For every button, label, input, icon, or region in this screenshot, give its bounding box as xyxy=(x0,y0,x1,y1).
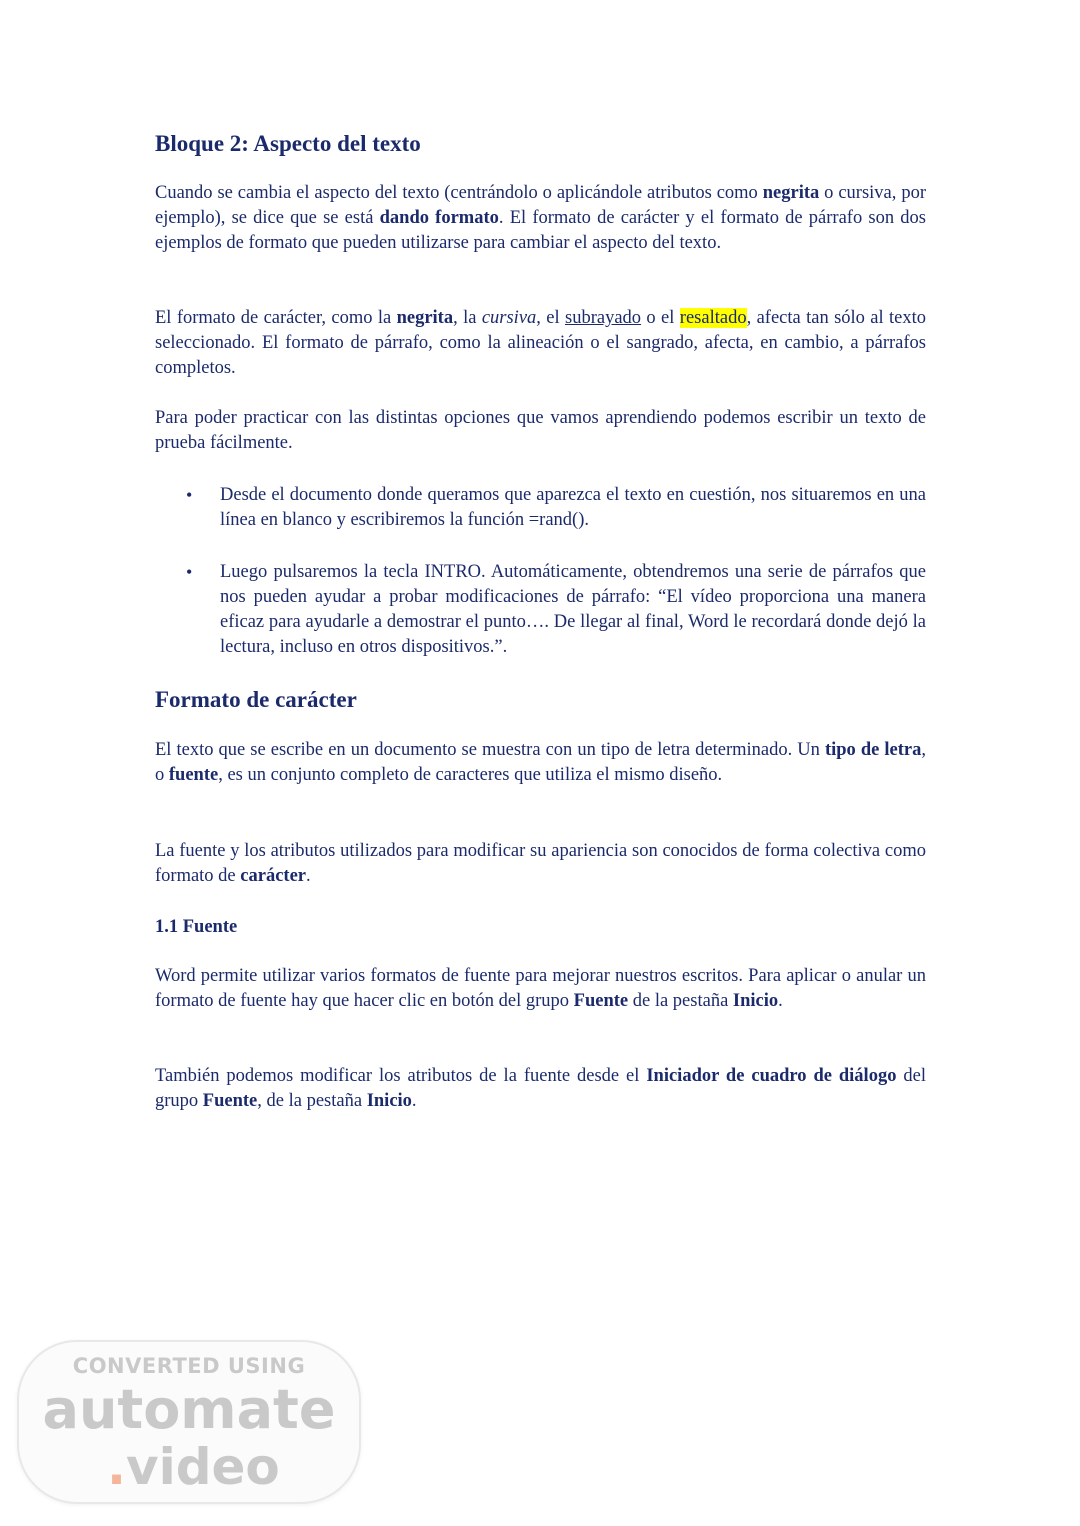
text-run: Word permite utilizar varios formatos de fuente para mejorar nuestros escritos. Para aplicar o anular un formato de fuente hay que hacer clic en botón del grupo xyxy=(155,966,926,1011)
bold-run: Inicio xyxy=(732,991,779,1011)
bold-run: Fuente xyxy=(202,1091,258,1111)
list-item-text: Desde el documento donde queramos que aparezca el texto en cuestión, nos situaremos en una línea en blanco y escribiremos la función =rand(). xyxy=(220,485,926,530)
paragraph-tipo-de-letra xyxy=(155,738,926,788)
text-run: del grupo xyxy=(155,1066,926,1111)
bold-example: negrita xyxy=(396,308,454,328)
list-item xyxy=(186,483,926,533)
text-run: , es un conjunto completo de caracteres que utiliza el mismo diseño. xyxy=(218,765,723,785)
text-run: . xyxy=(411,1091,417,1111)
list-item-text: Luego pulsaremos la tecla INTRO. Automáticamente, obtendremos una serie de párrafos que nos pueden ayudar a probar modificaciones de párrafo: “El vídeo proporciona una manera eficaz para ayudarle a demostrar el punto…. De llegar al final, Word le recordará donde dejó la lectura, incluso en otros dispositivos.”. xyxy=(220,562,926,657)
text-run: . El formato de carácter y el formato de párrafo son dos ejemplos de formato que pueden utilizarse para cambiar el aspecto del texto. xyxy=(155,208,926,253)
bold-run: Iniciador de cuadro de diálogo xyxy=(646,1066,897,1086)
list-item xyxy=(186,560,926,660)
heading-formato-de-caracter: Formato de carácter xyxy=(155,687,357,712)
paragraph-practicar: Para poder practicar con las distintas opciones que vamos aprendiendo podemos escribir un texto de prueba fácilmente. xyxy=(155,408,926,453)
text-run: de la pestaña xyxy=(628,991,733,1011)
text-run: , la xyxy=(453,308,482,328)
watermark-brand: automate xyxy=(42,1378,336,1441)
bold-run: fuente xyxy=(168,765,219,785)
text-run: . xyxy=(778,991,783,1011)
watermark-caption: CONVERTED USING xyxy=(72,1354,306,1378)
underline-example: subrayado xyxy=(565,308,642,328)
paragraph-atributos xyxy=(155,839,926,889)
text-run: El texto que se escribe en un documento se muestra con un tipo de letra determinado. Un xyxy=(155,740,825,760)
watermark-domain-text: video xyxy=(126,1438,280,1496)
paragraph-iniciador xyxy=(155,1064,926,1114)
text-run: , afecta tan sólo al texto seleccionado. El formato de párrafo, como la alineación o el sangrado, afecta, en cambio, a párrafos completos. xyxy=(155,308,926,378)
highlight-example: resaltado xyxy=(679,308,747,328)
paragraph-formato-caracter xyxy=(155,306,926,381)
bullet-icon: • xyxy=(186,485,193,505)
heading-bloque-2: Bloque 2: Aspecto del texto xyxy=(155,131,421,156)
paragraph-word-permite xyxy=(155,964,926,1014)
text-run: o el xyxy=(641,308,680,328)
bold-run: Fuente xyxy=(573,991,629,1011)
text-run: También podemos modificar los atributos de la fuente desde el xyxy=(155,1066,647,1086)
text-run: Cuando se cambia el aspecto del texto (centrándolo o aplicándole atributos como xyxy=(155,183,763,203)
text-run: , el xyxy=(536,308,566,328)
heading-fuente: 1.1 Fuente xyxy=(155,917,238,937)
bold-run: carácter xyxy=(240,866,306,886)
bold-run: negrita xyxy=(762,183,820,203)
text-run: . xyxy=(306,866,311,886)
watermark-logo xyxy=(17,1340,361,1504)
text-run: , de la pestaña xyxy=(257,1091,367,1111)
text-run: La fuente y los atributos utilizados para modificar su apariencia son conocidos de forma colectiva como formato de xyxy=(155,841,926,886)
text-run: o cursiva, por ejemplo), se dice que se está xyxy=(155,183,926,228)
bullet-icon: • xyxy=(186,562,193,582)
paragraph-intro xyxy=(155,181,926,256)
bold-run: dando formato xyxy=(379,208,499,228)
watermark-domain xyxy=(107,1438,280,1496)
text-run: El formato de carácter, como la xyxy=(155,308,397,328)
italic-example: cursiva xyxy=(481,308,537,328)
bold-run: Inicio xyxy=(366,1091,412,1111)
bold-run: tipo de letra xyxy=(824,740,922,760)
text-run: , o xyxy=(155,740,927,785)
watermark-dot: . xyxy=(107,1438,126,1496)
